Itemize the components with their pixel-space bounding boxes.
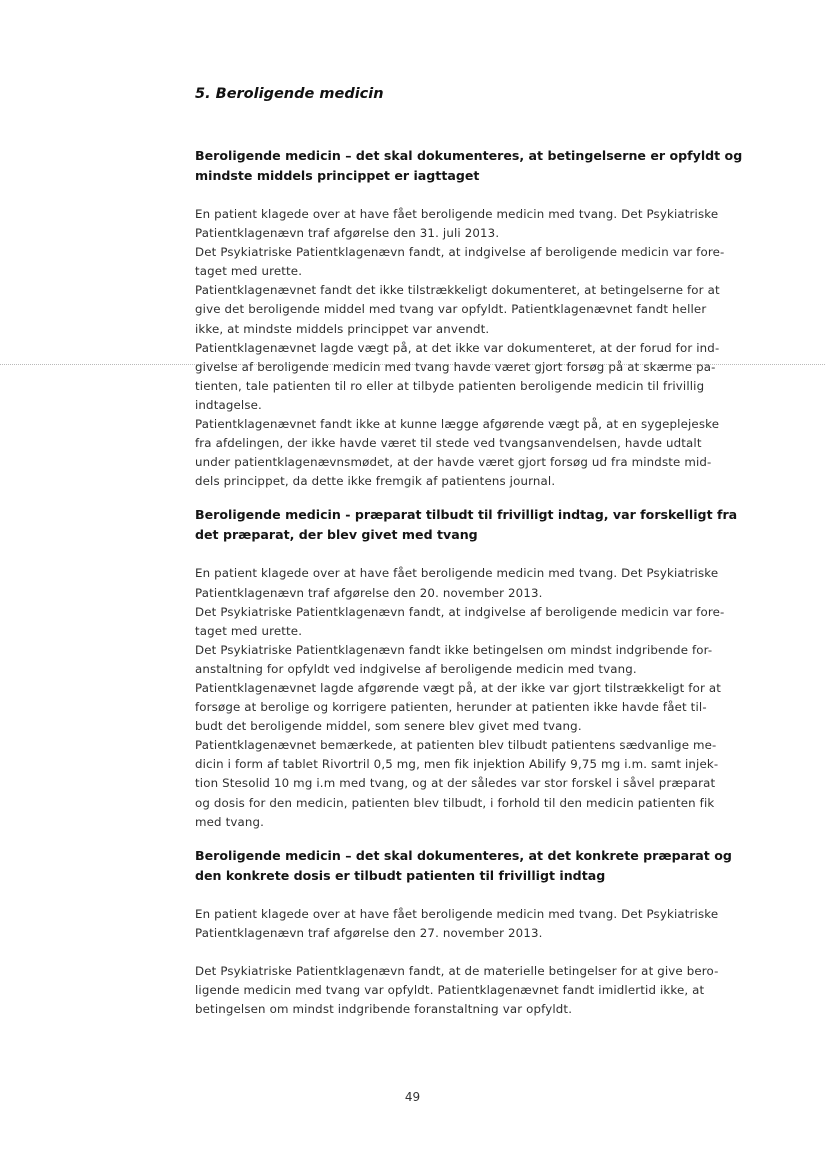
- section-paragraph: En patient klagede over at have fået beroligende medicin med tvang. Det Psykiatriske Patientklagenævn traf afgørelse den 31. juli 2013. Det Psykiatriske Patientklagenævn fandt, at indgivelse af beroligende medicin var fore- taget med urette. Patientklagenævnet fandt det ikke tilstrækkeligt dokumenteret, at betingelserne for at give det beroligende middel med tvang var opfyldt. Patientklagenævnet fandt heller ikke, at mindste middels princippet var anvendt. Patientklagenævnet lagde vægt på, at det ikke var dokumenteret, at der forud for ind- givelse af beroligende medicin med tvang havde været gjort forsøg på at skærme pa- tienten, tale patienten til ro eller at tilbyde patienten beroligende medicin til frivillig indtagelse. Patientklagenævnet fandt ikke at kunne lægge afgørende vægt på, at en sygeplejeske fra afdelingen, der ikke havde været til stede ved tvangsanvendelsen, havde udtalt under patientklagenævnsmødet, at der havde været gjort forsøg ud fra mindste mid- dels princippet, da dette ikke fremgik af patientens journal.: [195, 207, 725, 489]
- chapter-title: 5. Beroligende medicin: [195, 86, 384, 102]
- section-heading: Beroligende medicin – det skal dokumenteres, at betingelserne er opfyldt og mindste middels princippet er iagttaget: [195, 148, 743, 183]
- section-1: [195, 146, 747, 491]
- page-content: [195, 84, 747, 1033]
- page-number: 49: [404, 1090, 421, 1104]
- section-heading: Beroligende medicin – det skal dokumenteres, at det konkrete præparat og den konkrete dosis er tilbudt patienten til frivilligt indtag: [195, 847, 732, 883]
- section-heading: Beroligende medicin - præparat tilbudt til frivilligt indtag, var forskelligt fra det præparat, der blev givet med tvang: [195, 507, 738, 543]
- section-paragraph: Det Psykiatriske Patientklagenævn fandt, at de materielle betingelser for at give bero- ligende medicin med tvang var opfyldt. Patientklagenævnet fandt imidlertid ikke, at betingelsen om mindst indgribende foranstaltning var opfyldt.: [195, 963, 719, 1017]
- section-2: [195, 505, 747, 831]
- section-paragraph: En patient klagede over at have fået beroligende medicin med tvang. Det Psykiatriske Patientklagenævn traf afgørelse den 27. november 2013.: [195, 906, 719, 940]
- section-paragraph: En patient klagede over at have fået beroligende medicin med tvang. Det Psykiatriske Patientklagenævn traf afgørelse den 20. november 2013. Det Psykiatriske Patientklagenævn fandt, at indgivelse af beroligende medicin var fore- taget med urette. Det Psykiatriske Patientklagenævn fandt ikke betingelsen om mindst indgribende for- anstaltning for opfyldt ved indgivelse af beroligende medicin med tvang. Patientklagenævnet lagde afgørende vægt på, at der ikke var gjort tilstrækkeligt for at forsøge at berolige og korrigere patienten, herunder at patienten ikke havde fået til- budt det beroligende middel, som senere blev givet med tvang. Patientklagenævnet bemærkede, at patienten blev tilbudt patientens sædvanlige me- dicin i form af tablet Rivortril 0,5 mg, men fik injektion Abilify 9,75 mg i.m. samt injek- tion Stesolid 10 mg i.m med tvang, og at der således var stor forskel i såvel præparat og dosis for den medicin, patienten blev tilbudt, i forhold til den medicin patienten fik med tvang.: [195, 566, 725, 829]
- section-3: [195, 846, 747, 1019]
